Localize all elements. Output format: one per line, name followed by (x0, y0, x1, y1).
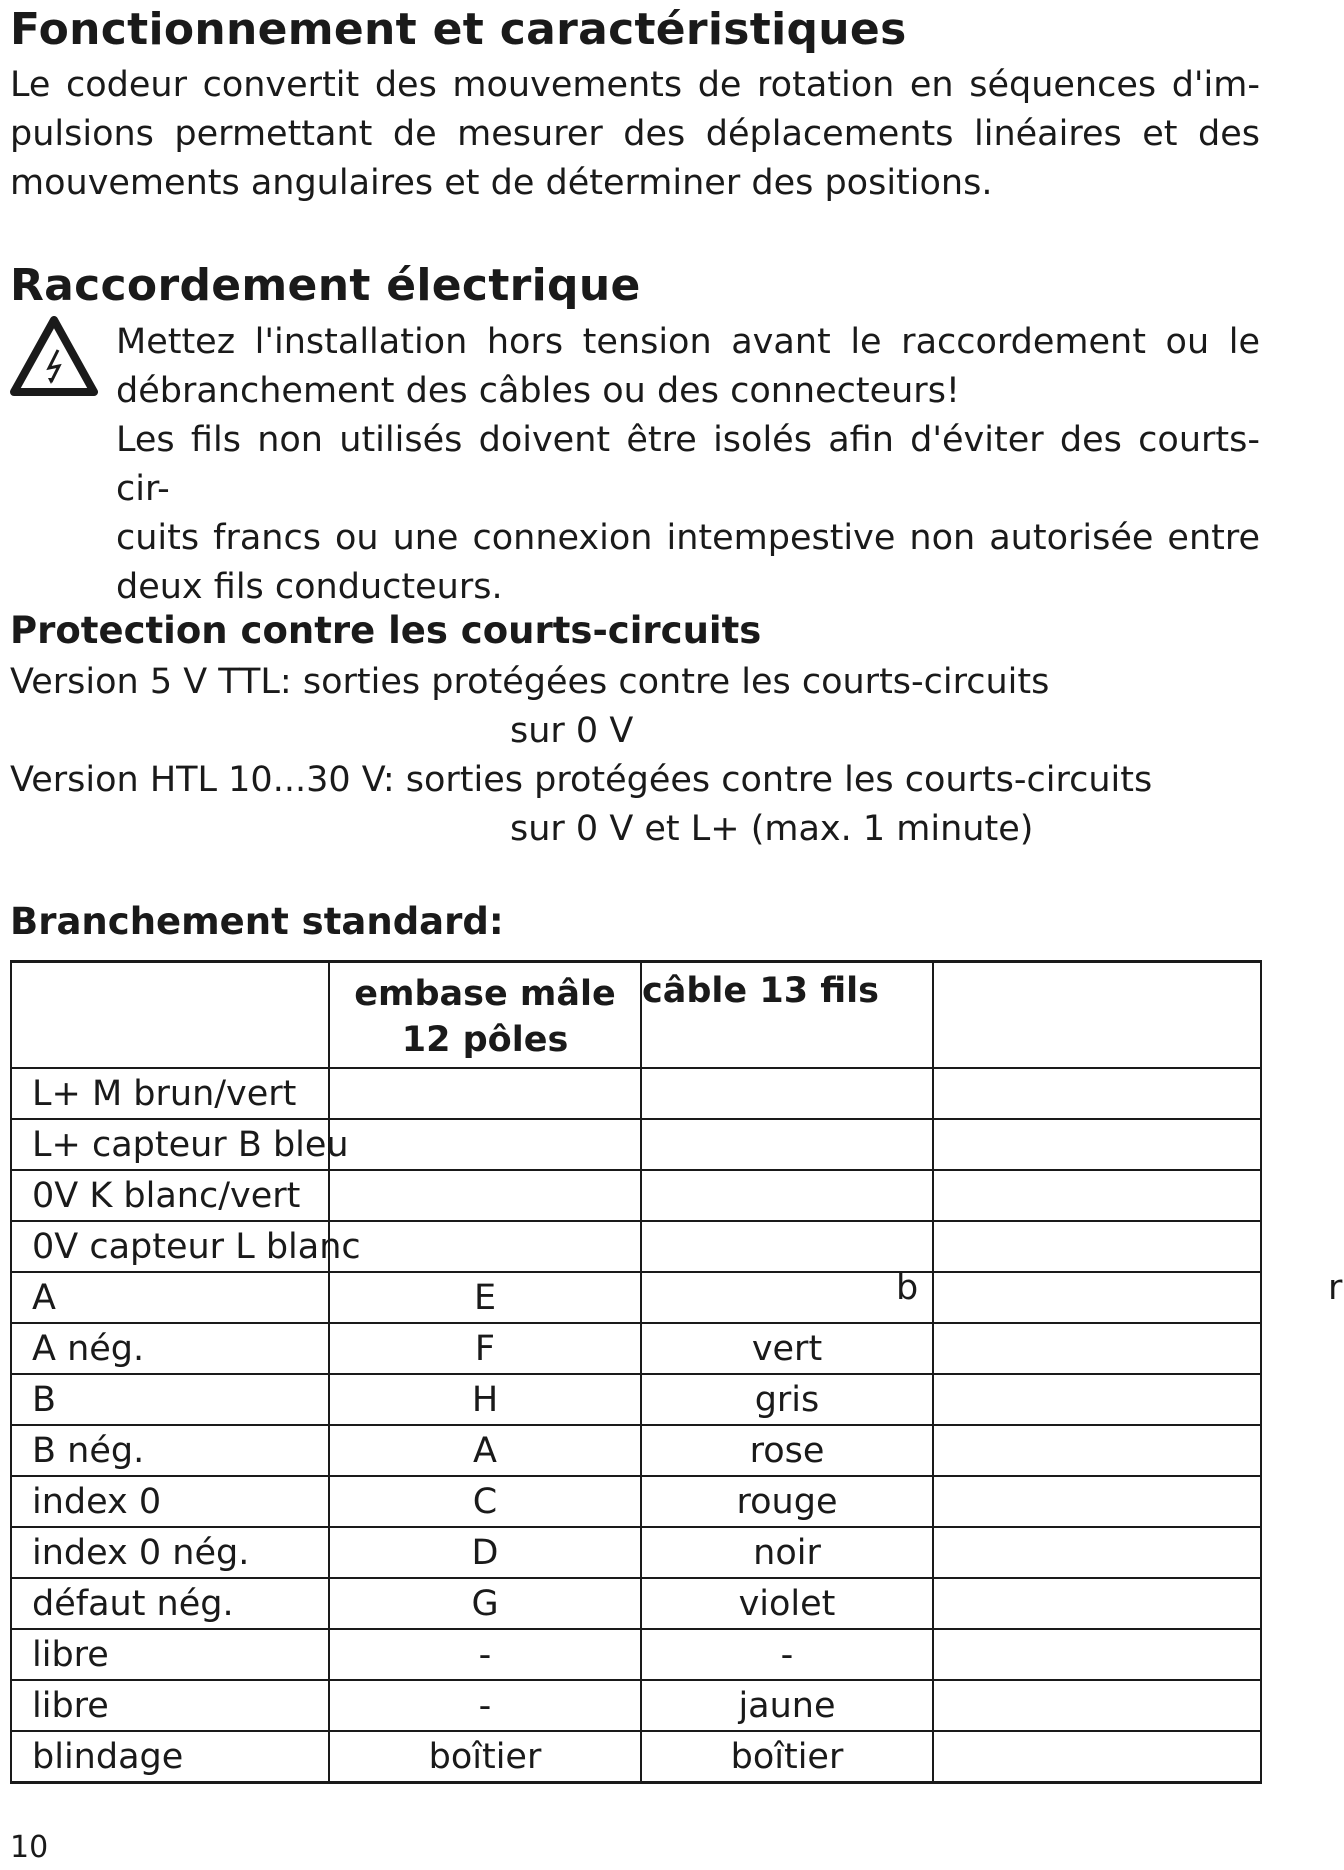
wire-color-cell (641, 1068, 933, 1119)
wire-color-cell (641, 1170, 933, 1221)
pin-cell: C (329, 1476, 641, 1527)
table-row (11, 1731, 1261, 1783)
table-row (11, 1374, 1261, 1425)
section-title-fonctionnement: Fonctionnement et caractéristiques (10, 4, 907, 55)
wire-color-cell: rose (641, 1425, 933, 1476)
body-line: deux fils conducteurs. (116, 567, 503, 607)
signal-cell: L+ capteur B bleu (11, 1119, 329, 1170)
electric-hazard-warning-icon (10, 316, 98, 396)
wire-color-cell (641, 1272, 933, 1323)
wire-color-cell: - (641, 1629, 933, 1680)
pin-cell: E (329, 1272, 641, 1323)
body-line: mouvements angulaires et de déterminer des positions. (10, 163, 993, 203)
pin-cell: D (329, 1527, 641, 1578)
signal-cell: blindage (11, 1731, 329, 1783)
signal-cell: 0V K blanc/vert (11, 1170, 329, 1221)
table-header-row (11, 962, 1261, 1069)
body-line: débranchement des câbles ou des connecteurs! (116, 371, 960, 411)
table-row (11, 1527, 1261, 1578)
table-row (11, 1476, 1261, 1527)
signal-cell: B nég. (11, 1425, 329, 1476)
body-line: pulsions permettant de mesurer des déplacements linéaires et des (10, 114, 1260, 154)
empty-cell (933, 1170, 1261, 1221)
pin-cell: boîtier (329, 1731, 641, 1783)
protection-line-2: sur 0 V (510, 711, 634, 751)
signal-cell: index 0 nég. (11, 1527, 329, 1578)
pin-cell: H (329, 1374, 641, 1425)
header-embase-line1: embase mâle (354, 974, 616, 1014)
protection-line-1: Version 5 V TTL: sorties protégées contre les courts-circuits (10, 662, 1050, 702)
empty-cell (933, 1578, 1261, 1629)
empty-cell (933, 1272, 1261, 1323)
pin-cell: A (329, 1425, 641, 1476)
pin-cell (329, 1119, 641, 1170)
table-row (11, 1221, 1261, 1272)
signal-cell: A nég. (11, 1323, 329, 1374)
body-line: Les fils non utilisés doivent être isolés afin d'éviter des courts-cir- (116, 420, 1260, 509)
connection-table (10, 960, 1262, 1784)
empty-cell (933, 1731, 1261, 1783)
stray-letter-b: b (896, 1268, 919, 1308)
pin-cell: - (329, 1629, 641, 1680)
protection-line-3: Version HTL 10...30 V: sorties protégées contre les courts-circuits (10, 760, 1153, 800)
signal-cell: index 0 (11, 1476, 329, 1527)
page-number: 10 (10, 1830, 49, 1865)
wire-color-cell: rouge (641, 1476, 933, 1527)
table-row (11, 1578, 1261, 1629)
table-row (11, 1272, 1261, 1323)
pin-cell: F (329, 1323, 641, 1374)
empty-cell (933, 1068, 1261, 1119)
table-row (11, 1323, 1261, 1374)
pin-cell (329, 1221, 641, 1272)
table-row (11, 1170, 1261, 1221)
empty-cell (933, 1629, 1261, 1680)
table-row (11, 1629, 1261, 1680)
signal-cell: libre (11, 1629, 329, 1680)
header-embase-line2: 12 pôles (401, 1020, 569, 1060)
wire-color-cell: violet (641, 1578, 933, 1629)
wire-color-cell: jaune (641, 1680, 933, 1731)
signal-cell: 0V capteur L blanc (11, 1221, 329, 1272)
signal-cell: défaut nég. (11, 1578, 329, 1629)
section-body-fonctionnement (10, 61, 1260, 208)
protection-line-4: sur 0 V et L+ (max. 1 minute) (510, 809, 1034, 849)
section-title-branchement: Branchement standard: (10, 900, 504, 943)
empty-cell (933, 1374, 1261, 1425)
signal-cell: libre (11, 1680, 329, 1731)
header-cell-cable: câble 13 fils (641, 962, 933, 1069)
pin-cell: G (329, 1578, 641, 1629)
wire-color-cell: noir (641, 1527, 933, 1578)
body-line: Mettez l'installation hors tension avant le raccordement ou le (116, 322, 1260, 362)
empty-cell (933, 1527, 1261, 1578)
table-row (11, 1680, 1261, 1731)
empty-cell (933, 1476, 1261, 1527)
pin-cell: - (329, 1680, 641, 1731)
empty-cell (933, 1425, 1261, 1476)
wire-color-cell: gris (641, 1374, 933, 1425)
wire-color-cell (641, 1119, 933, 1170)
table-row (11, 1425, 1261, 1476)
empty-cell (933, 1323, 1261, 1374)
wire-color-cell: vert (641, 1323, 933, 1374)
empty-cell (933, 1221, 1261, 1272)
signal-cell: A (11, 1272, 329, 1323)
signal-cell: L+ M brun/vert (11, 1068, 329, 1119)
table-row (11, 1068, 1261, 1119)
section-body-raccordement (116, 318, 1260, 612)
header-cell-embase (329, 962, 641, 1069)
stray-letter-r: r (1328, 1268, 1343, 1308)
signal-cell: B (11, 1374, 329, 1425)
section-title-raccordement: Raccordement électrique (10, 260, 641, 311)
table-row (11, 1119, 1261, 1170)
header-cell-empty (11, 962, 329, 1069)
section-title-protection: Protection contre les courts-circuits (10, 609, 762, 652)
body-line: cuits francs ou une connexion intempestive non autorisée entre (116, 518, 1260, 558)
wire-color-cell: boîtier (641, 1731, 933, 1783)
pin-cell (329, 1068, 641, 1119)
pin-cell (329, 1170, 641, 1221)
wire-color-cell (641, 1221, 933, 1272)
header-cell-empty (933, 962, 1261, 1069)
body-line: Le codeur convertit des mouvements de rotation en séquences d'im- (10, 65, 1260, 105)
empty-cell (933, 1119, 1261, 1170)
empty-cell (933, 1680, 1261, 1731)
